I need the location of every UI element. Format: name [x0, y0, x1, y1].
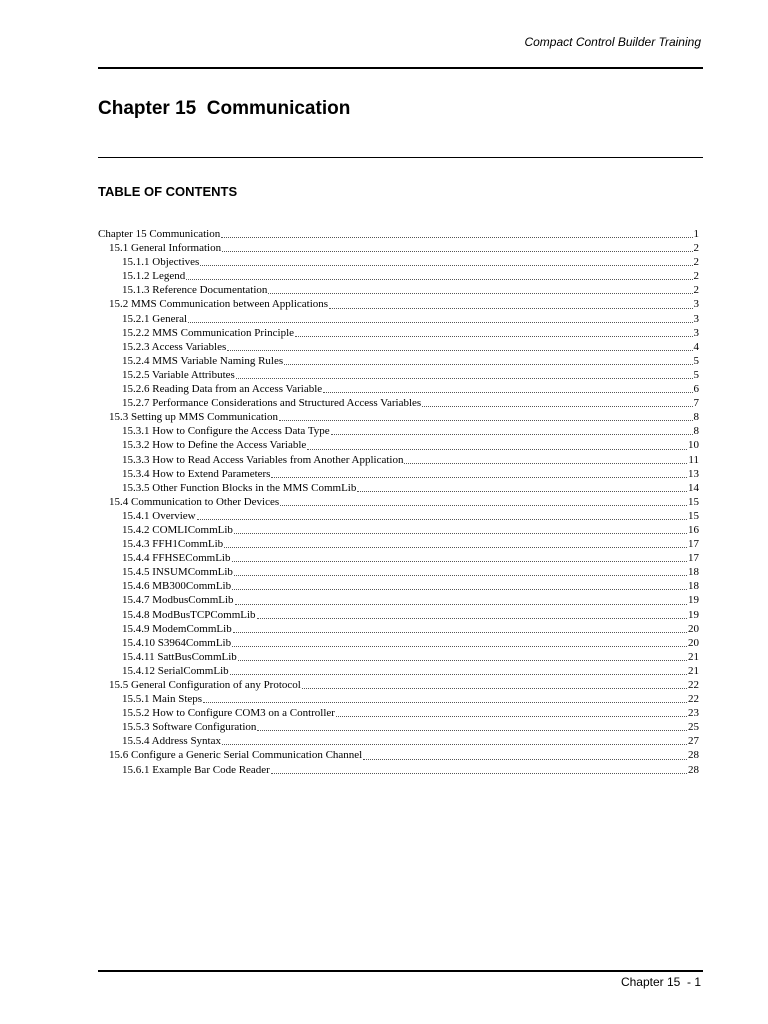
toc-entry-page: 21 — [688, 664, 699, 677]
toc-entry-page: 8 — [693, 425, 699, 438]
toc-entry-label: 15.1.2 Legend — [122, 270, 186, 283]
toc-entry-label: 15.4.3 FFH1CommLib — [122, 538, 224, 551]
toc-entry-label: 15.4.7 ModbusCommLib — [122, 594, 234, 607]
toc-entry-label: 15.1.1 Objectives — [122, 256, 200, 269]
toc-entry-page: 27 — [688, 735, 699, 748]
toc-leader-dots — [257, 730, 687, 731]
toc-leader-dots — [280, 505, 687, 506]
toc-leader-dots — [279, 420, 693, 421]
toc-entry-page: 5 — [693, 368, 699, 381]
toc-entry-label: 15.4.12 SerialCommLib — [122, 664, 229, 677]
toc-leader-dots — [233, 632, 687, 633]
toc-entry[interactable] — [98, 551, 699, 565]
toc-entry-label: 15.5 General Configuration of any Protocol — [109, 679, 301, 691]
toc-entry-label: 15.2.5 Variable Attributes — [122, 368, 235, 381]
toc-leader-dots — [236, 378, 693, 379]
toc-heading: TABLE OF CONTENTS — [98, 184, 238, 199]
footer-divider — [98, 970, 703, 972]
toc-entry-label: 15.4 Communication to Other Devices — [109, 495, 280, 508]
toc-entry-page: 2 — [693, 270, 699, 283]
toc-leader-dots — [222, 744, 687, 745]
toc-entry-label: 15.6.1 Example Bar Code Reader — [122, 763, 270, 776]
toc-entry-page: 6 — [693, 383, 699, 396]
toc-leader-dots — [186, 279, 692, 280]
toc-entry[interactable] — [98, 312, 699, 326]
toc-leader-dots — [307, 449, 687, 450]
chapter-title: Chapter 15 Communication — [98, 98, 351, 119]
toc-entry[interactable] — [98, 283, 699, 297]
toc-entry[interactable] — [98, 297, 699, 311]
toc-entry[interactable] — [98, 453, 699, 467]
toc-leader-dots — [232, 646, 687, 647]
toc-entry-page: 19 — [688, 608, 699, 621]
toc-leader-dots — [222, 251, 692, 252]
toc-entry[interactable] — [98, 269, 699, 283]
toc-entry-page: 14 — [688, 481, 699, 494]
toc-entry-label: 15.3.5 Other Function Blocks in the MMS CommLib — [122, 481, 357, 494]
toc-entry-label: 15.3 Setting up MMS Communication — [109, 411, 278, 424]
toc-leader-dots — [188, 322, 692, 323]
toc-leader-dots — [200, 265, 692, 266]
toc-entry[interactable] — [98, 438, 699, 452]
toc-entry-label: 15.4.10 S3964CommLib — [122, 636, 232, 649]
toc-entry-label: Chapter 15 Communication — [98, 228, 221, 240]
toc-entry[interactable] — [98, 650, 699, 664]
toc-leader-dots — [331, 434, 693, 435]
toc-entry-label: 15.1 General Information — [109, 242, 222, 255]
toc-entry-label: 15.5.4 Address Syntax — [122, 735, 221, 748]
toc-entry[interactable] — [98, 734, 699, 748]
toc-leader-dots — [271, 773, 687, 774]
toc-entry-page: 3 — [693, 326, 699, 339]
toc-leader-dots — [221, 237, 692, 238]
toc-entry[interactable] — [98, 241, 699, 255]
toc-leader-dots — [422, 406, 692, 407]
toc-leader-dots — [232, 589, 687, 590]
toc-entry-label: 15.4.11 SattBusCommLib — [122, 650, 237, 663]
toc-entry[interactable] — [98, 424, 699, 438]
toc-entry[interactable] — [98, 481, 699, 495]
toc-leader-dots — [235, 604, 687, 605]
toc-leader-dots — [224, 547, 687, 548]
toc-entry[interactable] — [98, 255, 699, 269]
toc-entry-label: 15.5.2 How to Configure COM3 on a Controller — [122, 707, 335, 720]
toc-entry-page: 23 — [688, 707, 699, 720]
toc-leader-dots — [257, 618, 687, 619]
toc-entry-page: 2 — [693, 256, 699, 269]
toc-entry-label: 15.5.3 Software Configuration — [122, 721, 257, 734]
toc-entry-label: 15.4.5 INSUMCommLib — [122, 566, 233, 579]
toc-entry-page: 2 — [693, 284, 699, 297]
toc-entry-page: 13 — [688, 467, 699, 480]
toc-entry[interactable] — [98, 537, 699, 551]
toc-entry-label: 15.6 Configure a Generic Serial Communication Channel — [109, 749, 363, 762]
toc-entry-label: 15.4.1 Overview — [122, 509, 196, 522]
toc-leader-dots — [268, 293, 692, 294]
toc-entry-label: 15.4.6 MB300CommLib — [122, 580, 232, 593]
toc-entry-page: 17 — [688, 538, 699, 551]
toc-entry[interactable] — [98, 509, 699, 523]
toc-leader-dots — [271, 477, 687, 478]
toc-leader-dots — [302, 688, 687, 689]
toc-leader-dots — [234, 575, 687, 576]
toc-entry[interactable] — [98, 340, 699, 354]
toc-leader-dots — [227, 350, 692, 351]
toc-entry[interactable] — [98, 368, 699, 382]
toc-entry-label: 15.3.4 How to Extend Parameters — [122, 467, 271, 480]
toc-leader-dots — [363, 759, 687, 760]
toc-entry[interactable] — [98, 763, 699, 777]
toc-entry-label: 15.2 MMS Communication between Applications — [109, 298, 329, 311]
toc-entry-label: 15.5.1 Main Steps — [122, 693, 203, 706]
toc-entry-label: 15.3.3 How to Read Access Variables from Another Application — [122, 453, 404, 466]
toc-entry[interactable] — [98, 608, 699, 622]
toc-entry-label: 15.4.4 FFHSECommLib — [122, 552, 231, 565]
toc-leader-dots — [329, 308, 692, 309]
toc-entry-label: 15.2.7 Performance Considerations and Structured Access Variables — [122, 397, 422, 410]
toc-entry-label: 15.4.8 ModBusTCPCommLib — [122, 608, 256, 621]
toc-entry-page: 28 — [688, 763, 699, 776]
toc-entry-label: 15.2.4 MMS Variable Naming Rules — [122, 354, 284, 367]
toc-entry-page: 3 — [693, 298, 699, 311]
toc-entry[interactable] — [98, 523, 699, 537]
toc-leader-dots — [238, 660, 687, 661]
toc-entry[interactable] — [98, 227, 699, 241]
toc-entry-page: 11 — [688, 453, 699, 466]
toc-entry-label: 15.2.2 MMS Communication Principle — [122, 326, 295, 339]
toc-entry-page: 8 — [693, 411, 699, 424]
toc-leader-dots — [203, 702, 687, 703]
toc-entry[interactable] — [98, 382, 699, 396]
toc-leader-dots — [336, 716, 687, 717]
toc-entry-label: 15.3.2 How to Define the Access Variable — [122, 439, 307, 452]
toc-leader-dots — [284, 364, 692, 365]
toc-entry[interactable] — [98, 622, 699, 636]
toc-entry-page: 21 — [688, 650, 699, 663]
toc-entry-page: 22 — [688, 693, 699, 706]
toc-leader-dots — [234, 533, 687, 534]
toc-entry[interactable] — [98, 593, 699, 607]
toc-leader-dots — [357, 491, 687, 492]
toc-entry-label: 15.1.3 Reference Documentation — [122, 284, 268, 297]
toc-entry[interactable] — [98, 396, 699, 410]
toc-entry-page: 18 — [688, 580, 699, 593]
toc-entry[interactable] — [98, 467, 699, 481]
toc-entry-page: 5 — [693, 354, 699, 367]
toc-entry[interactable] — [98, 692, 699, 706]
toc-entry-page: 15 — [688, 495, 699, 508]
toc-entry-page: 25 — [688, 721, 699, 734]
toc-entry-page: 22 — [688, 679, 699, 691]
page-number: Chapter 15 - 1 — [620, 975, 701, 989]
toc-entry-page: 7 — [693, 397, 699, 410]
toc-entry-label: 15.2.1 General — [122, 312, 188, 325]
toc-entry-page: 15 — [688, 509, 699, 522]
toc-entry[interactable] — [98, 748, 699, 762]
toc-leader-dots — [295, 336, 692, 337]
toc-entry-page: 28 — [688, 749, 699, 762]
toc-entry-label: 15.2.3 Access Variables — [122, 340, 227, 353]
running-header: Compact Control Builder Training — [524, 35, 701, 49]
toc-entry[interactable] — [98, 706, 699, 720]
toc-entry[interactable] — [98, 678, 699, 692]
toc-entry[interactable] — [98, 410, 699, 424]
toc-entry[interactable] — [98, 326, 699, 340]
table-of-contents — [98, 227, 699, 777]
toc-entry-label: 15.3.1 How to Configure the Access Data Type — [122, 425, 330, 438]
toc-leader-dots — [232, 561, 688, 562]
toc-leader-dots — [197, 519, 687, 520]
toc-entry[interactable] — [98, 495, 699, 509]
toc-entry-page: 17 — [688, 552, 699, 565]
toc-leader-dots — [404, 463, 687, 464]
title-divider — [98, 157, 703, 158]
toc-entry-page: 10 — [688, 439, 699, 452]
toc-entry-page: 20 — [688, 622, 699, 635]
toc-entry-page: 2 — [693, 242, 699, 255]
toc-entry[interactable] — [98, 720, 699, 734]
toc-entry-page: 4 — [693, 340, 699, 353]
toc-entry-page: 19 — [688, 594, 699, 607]
toc-entry-page: 16 — [688, 523, 699, 536]
toc-entry-page: 1 — [693, 228, 699, 240]
toc-entry-page: 18 — [688, 566, 699, 579]
toc-entry[interactable] — [98, 579, 699, 593]
toc-entry-label: 15.4.2 COMLICommLib — [122, 523, 233, 536]
toc-entry-label: 15.2.6 Reading Data from an Access Variable — [122, 383, 323, 396]
toc-entry[interactable] — [98, 565, 699, 579]
toc-leader-dots — [230, 674, 687, 675]
toc-entry-page: 3 — [693, 312, 699, 325]
toc-entry-page: 20 — [688, 636, 699, 649]
toc-entry[interactable] — [98, 636, 699, 650]
toc-leader-dots — [323, 392, 692, 393]
toc-entry-label: 15.4.9 ModemCommLib — [122, 622, 232, 635]
toc-entry[interactable] — [98, 354, 699, 368]
header-divider — [98, 67, 703, 69]
toc-entry[interactable] — [98, 664, 699, 678]
